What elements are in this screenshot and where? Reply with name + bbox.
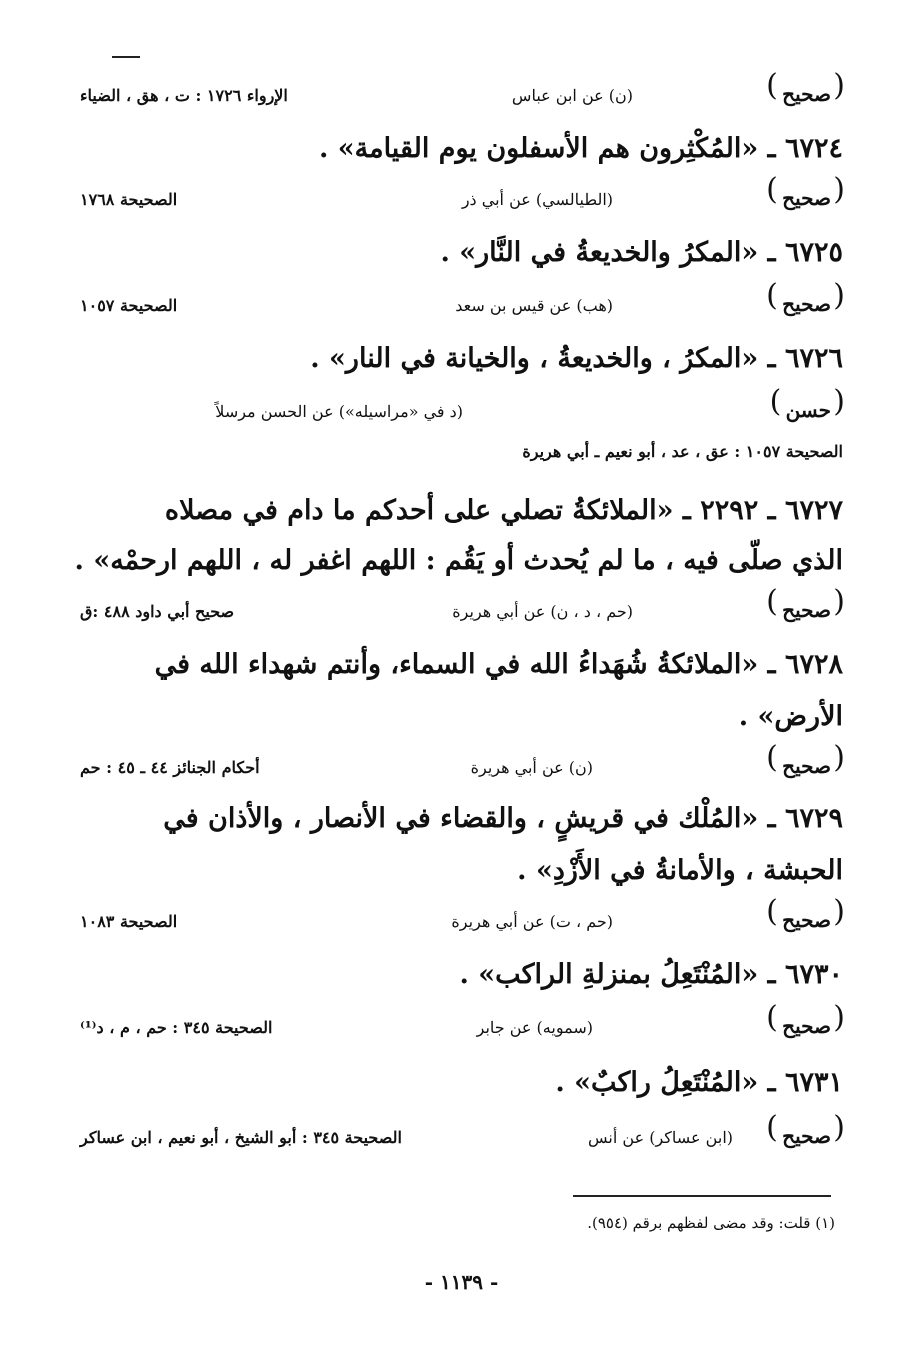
hadith-text: الأرض» . xyxy=(738,701,843,732)
grade-label: ( صحيح ) xyxy=(770,752,843,780)
reference: (حم ، ت) عن أبي هريرة xyxy=(451,912,613,931)
authentication: الصحيحة ١٠٥٧ xyxy=(80,296,178,315)
grade-label: ( صحيح ) xyxy=(770,290,843,318)
hadith-text: ٦٧٣١ ـ «المُنْتَعِلُ راكبٌ» . xyxy=(555,1067,843,1098)
source-line xyxy=(80,752,843,782)
grade-label: ( صحيح ) xyxy=(770,596,843,624)
grade-label: ( صحيح ) xyxy=(770,1012,843,1040)
footnote-rule xyxy=(573,1195,831,1197)
top-rule xyxy=(112,56,140,58)
authentication: الإرواء ١٧٢٦ : ت ، هق ، الضياء xyxy=(80,86,288,105)
grade-label: ( صحيح ) xyxy=(770,184,843,212)
reference: (ابن عساكر) عن أنس xyxy=(588,1128,733,1147)
hadith-text: ٦٧٢٨ ـ «الملائكةُ شُهَداءُ الله في السماء، وأنتم شهداء الله في xyxy=(154,649,843,680)
source-line xyxy=(80,184,843,214)
hadith-text: ٦٧٣٠ ـ «المُنْتَعِلُ بمنزلةِ الراكب» . xyxy=(459,959,843,990)
source-line xyxy=(80,80,843,110)
hadith-text: ٦٧٢٩ ـ «المُلْك في قريشٍ ، والقضاء في الأنصار ، والأذان في xyxy=(163,803,843,834)
authentication-line: الصحيحة ١٠٥٧ : عق ، عد ، أبو نعيم ـ أبي هريرة xyxy=(522,442,843,461)
authentication: الصحيحة ١٠٨٣ xyxy=(80,912,178,931)
source-line xyxy=(80,290,843,320)
grade-label: ( صحيح ) xyxy=(770,1122,843,1150)
source-line xyxy=(80,1122,843,1152)
reference: (د في «مراسيله») عن الحسن مرسلاً xyxy=(215,402,463,421)
source-line xyxy=(80,596,843,626)
authentication: الصحيحة ١٧٦٨ xyxy=(80,190,178,209)
footnote: (١) قلت: وقد مضى لفظهم برقم (٩٥٤). xyxy=(587,1214,835,1232)
hadith-text: ٦٧٢٤ ـ «المُكْثِرون هم الأسفلون يوم القيامة» . xyxy=(318,133,843,164)
hadith-text: الذي صلّى فيه ، ما لم يُحدث أو يَقُم : اللهم اغفر له ، اللهم ارحمْه» . xyxy=(74,545,843,576)
grade-label: ( صحيح ) xyxy=(770,906,843,934)
reference: (ن) عن أبي هريرة xyxy=(470,758,593,777)
source-line xyxy=(80,906,843,936)
authentication: الصحيحة ٣٤٥ : حم ، م ، د⁽¹⁾ xyxy=(80,1018,273,1037)
authentication: الصحيحة ٣٤٥ : أبو الشيخ ، أبو نعيم ، ابن عساكر xyxy=(80,1128,402,1147)
grade-label: ( حسن ) xyxy=(774,396,843,424)
reference: (الطيالسي) عن أبي ذر xyxy=(461,190,613,209)
reference: (حم ، د ، ن) عن أبي هريرة xyxy=(452,602,633,621)
hadith-text: ٦٧٢٦ ـ «المكرُ ، والخديعةُ ، والخيانة في النار» . xyxy=(310,343,843,374)
authentication: أحكام الجنائز ٤٤ ـ ٤٥ : حم xyxy=(80,758,260,777)
grade-label: ( صحيح ) xyxy=(770,80,843,108)
source-line xyxy=(80,1012,843,1042)
hadith-text: ٦٧٢٥ ـ «المكرُ والخديعةُ في النَّار» . xyxy=(440,237,843,268)
reference: (سمويه) عن جابر xyxy=(476,1018,593,1037)
source-line xyxy=(80,396,843,426)
reference: (هب) عن قيس بن سعد xyxy=(455,296,613,315)
page-number: - ١١٣٩ - xyxy=(424,1270,499,1294)
reference: (ن) عن ابن عباس xyxy=(511,86,633,105)
authentication: صحيح أبي داود ٤٨٨ :ق xyxy=(80,602,235,621)
hadith-text: ٦٧٢٧ ـ ٢٢٩٢ ـ «الملائكةُ تصلي على أحدكم ما دام في مصلاه xyxy=(164,495,843,526)
hadith-text: الحبشة ، والأمانةُ في الأَزْدِ» . xyxy=(517,855,843,886)
